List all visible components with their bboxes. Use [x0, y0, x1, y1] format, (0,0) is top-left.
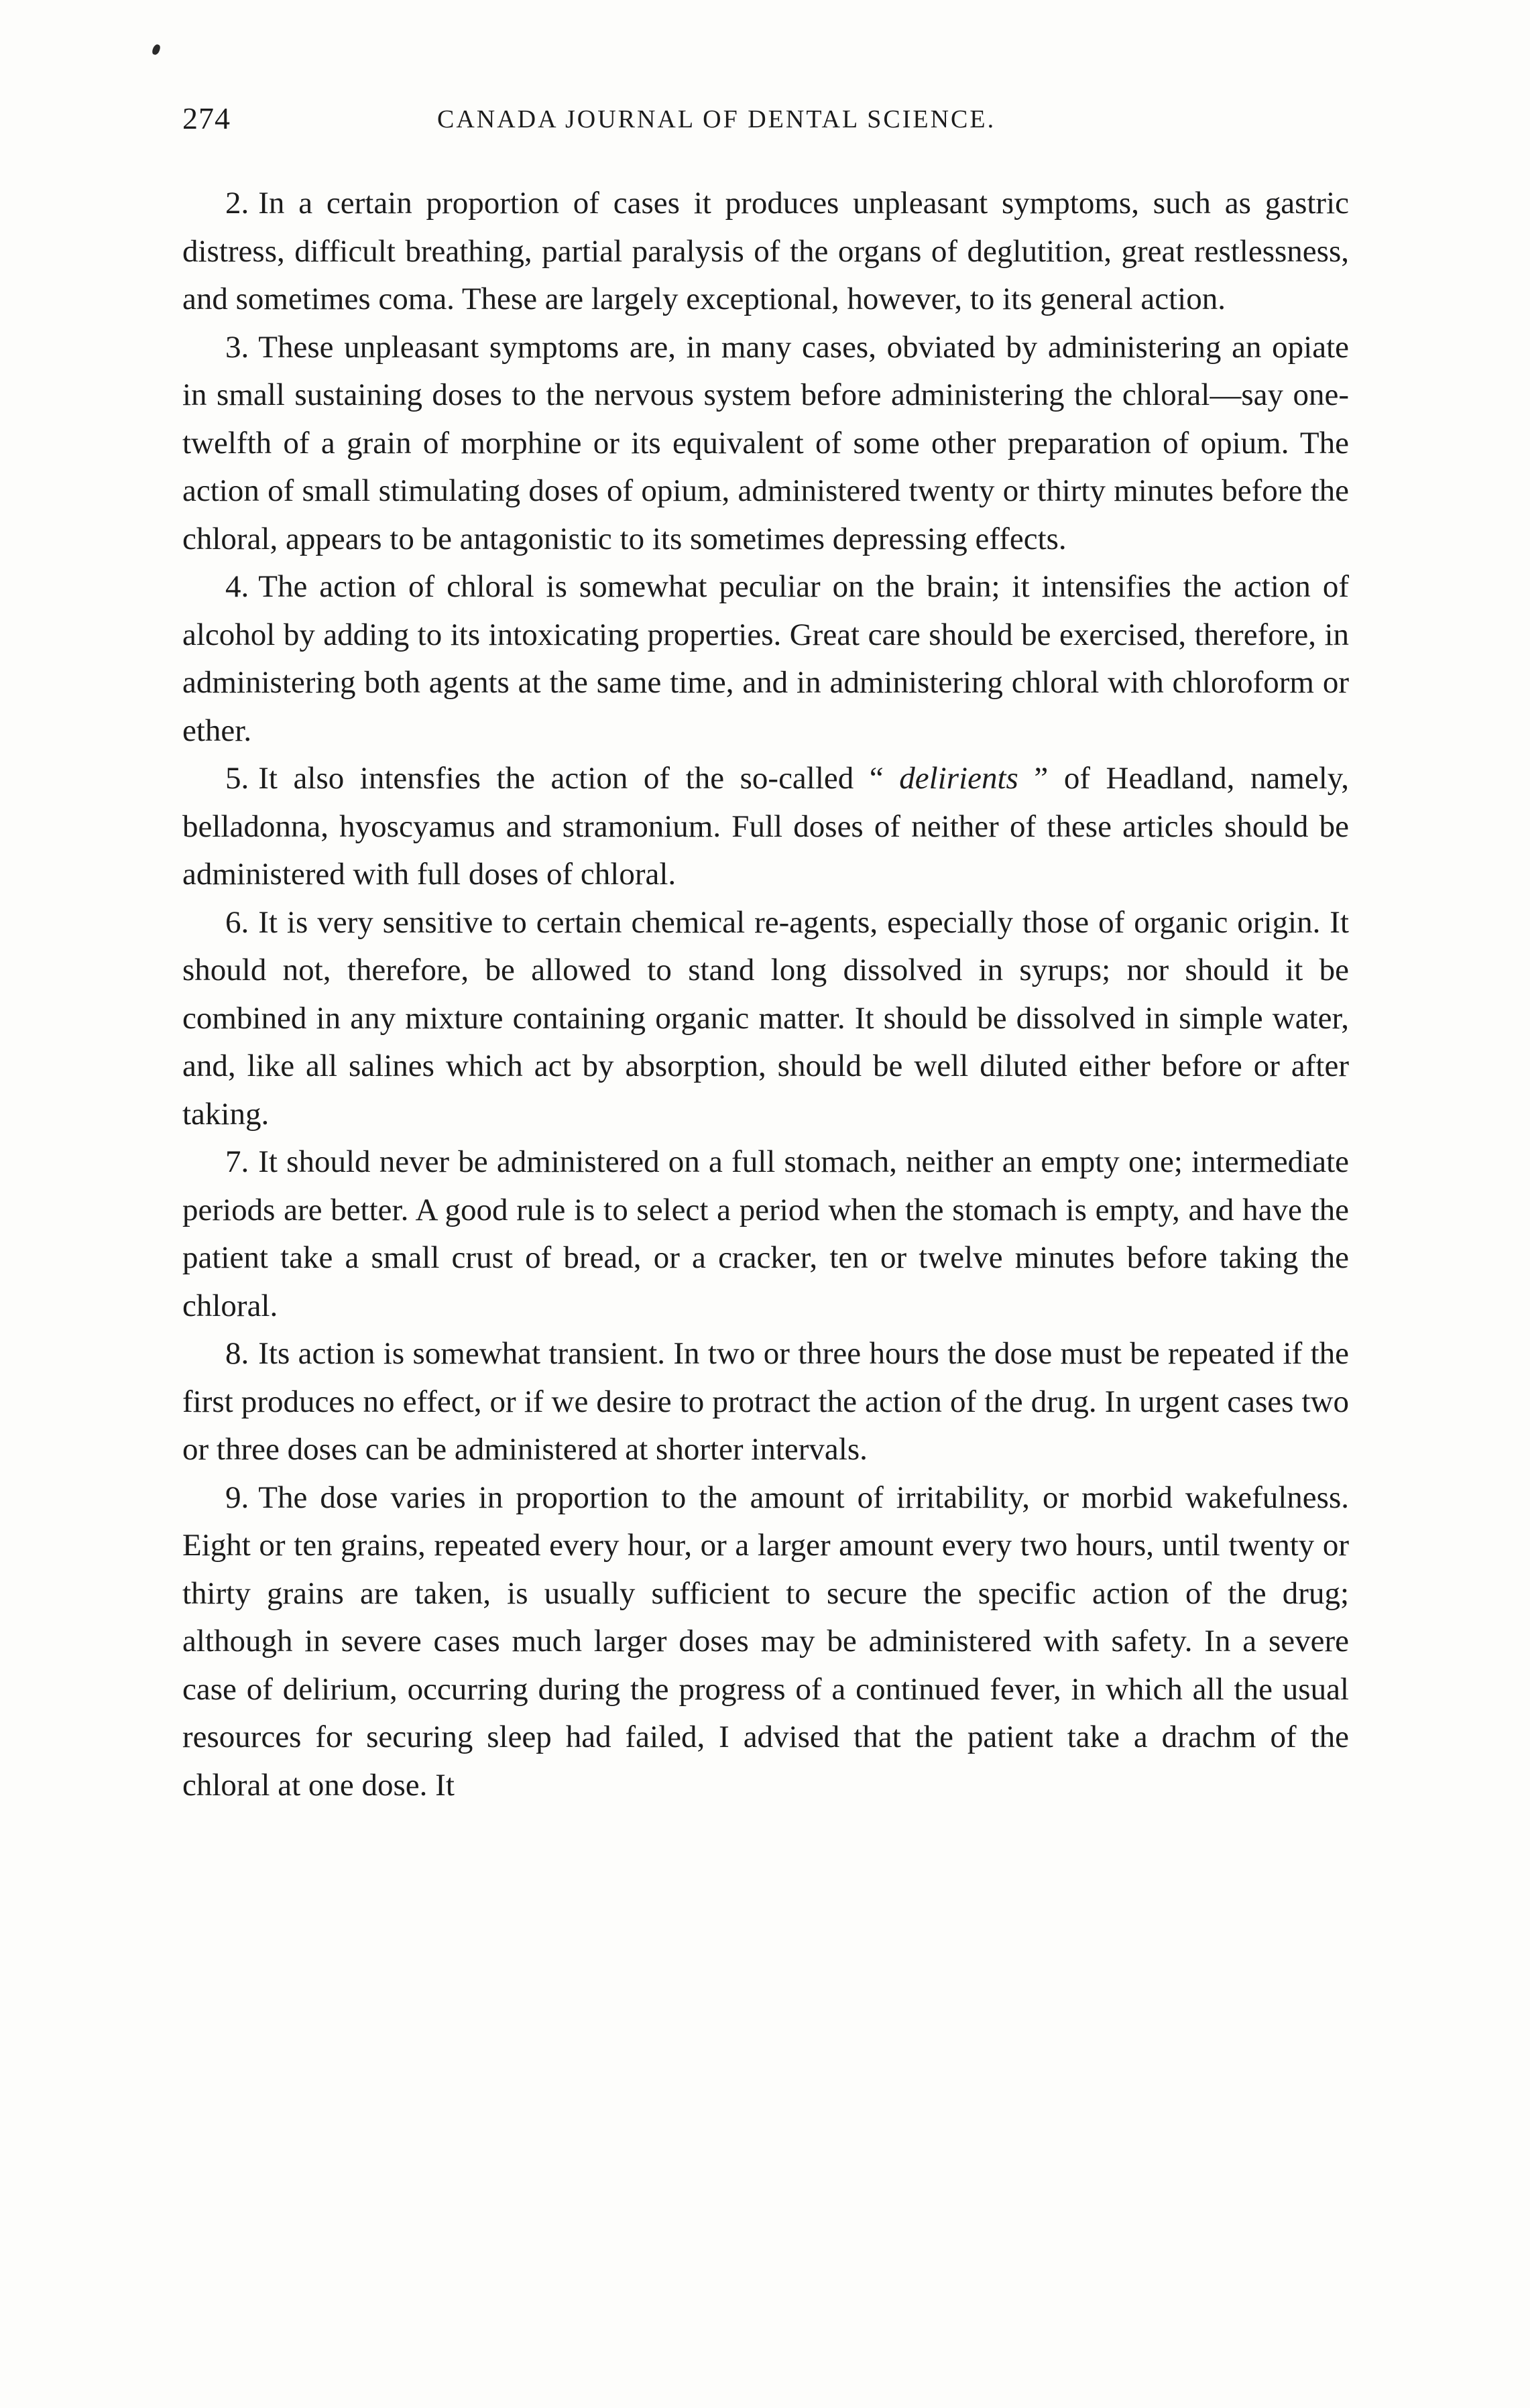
paragraph-text: In a certain proportion of cases it produces unpleasant symptoms, such as gastric distress, difficult breathing, partial paralysis of the organs of deglutition, great restlessness, and sometimes coma. These are largely exceptional, however, to its general action. — [182, 186, 1349, 316]
paragraph-text-end: ” of Headland, namely, belladonna, hyoscyamus and stramonium. Full doses of neither of these articles should be administered with full doses of chloral. — [182, 761, 1349, 892]
paragraph-6 — [182, 899, 1349, 1139]
paragraph-text: The action of chloral is somewhat peculiar on the brain; it intensifies the action of alcohol by adding to its intoxicating properties. Great care should be exercised, therefore, in administering both agents at the same time, and in administering chloral with chloroform or ether. — [182, 569, 1349, 748]
italic-term: delirients — [899, 761, 1018, 796]
ink-speck — [152, 44, 162, 56]
page-header — [182, 101, 1349, 154]
paragraph-text: These unpleasant symptoms are, in many cases, obviated by administering an opiate in small sustaining doses to the nervous system before administering the chloral—say one-twelfth of a grain of morphine or its equivalent of some other preparation of opium. The action of small stimulating doses of opium, administered twenty or thirty minutes before the chloral, appears to be antagonistic to its sometimes depressing effects. — [182, 329, 1349, 556]
paragraph-number: 8. — [225, 1336, 249, 1371]
article-body — [182, 180, 1349, 1809]
paragraph-2 — [182, 180, 1349, 324]
paragraph-8 — [182, 1330, 1349, 1474]
paragraph-number: 5. — [225, 761, 249, 796]
paragraph-text: Its action is somewhat transient. In two or three hours the dose must be repeated if the first produces no effect, or if we desire to protract the action of the drug. In urgent cases two or three doses can be administered at shorter intervals. — [182, 1336, 1349, 1467]
paragraph-9 — [182, 1474, 1349, 1810]
paragraph-number: 7. — [225, 1144, 249, 1179]
paragraph-number: 3. — [225, 329, 249, 365]
paragraph-text: The dose varies in proportion to the amount of irritability, or morbid wakefulness. Eight or ten grains, repeated every hour, or a larger amount every two hours, until twenty or thirty grains are taken, is usually sufficient to secure the specific action of the drug; although in severe cases much larger doses may be administered with safety. In a severe case of delirium, occurring during the progress of a continued fever, in which all the usual resources for securing sleep had failed, I advised that the patient take a drachm of the chloral at one dose. It — [182, 1480, 1349, 1803]
paragraph-text: It is very sensitive to certain chemical re-agents, especially those of organic origin. It should not, therefore, be allowed to stand long dissolved in syrups; nor should it be combined in any mixture containing organic matter. It should be dissolved in simple water, and, like all salines which act by absorption, should be well diluted either before or after taking. — [182, 904, 1349, 1132]
page-number: 274 — [182, 101, 231, 135]
paragraph-number: 6. — [225, 904, 249, 940]
running-title: CANADA JOURNAL OF DENTAL SCIENCE. — [437, 105, 996, 133]
paragraph-number: 9. — [225, 1480, 249, 1515]
paragraph-5 — [182, 755, 1349, 899]
paragraph-number: 2. — [225, 186, 249, 221]
paragraph-number: 4. — [225, 569, 249, 604]
paragraph-3 — [182, 324, 1349, 564]
paragraph-7 — [182, 1138, 1349, 1330]
paragraph-4 — [182, 563, 1349, 755]
paragraph-text-start: It also intensfies the action of the so-called “ — [258, 761, 900, 796]
paragraph-text: It should never be administered on a full stomach, neither an empty one; intermediate periods are better. A good rule is to select a period when the stomach is empty, and have the patient take a small crust of bread, or a cracker, ten or twelve minutes before taking the chloral. — [182, 1144, 1349, 1323]
